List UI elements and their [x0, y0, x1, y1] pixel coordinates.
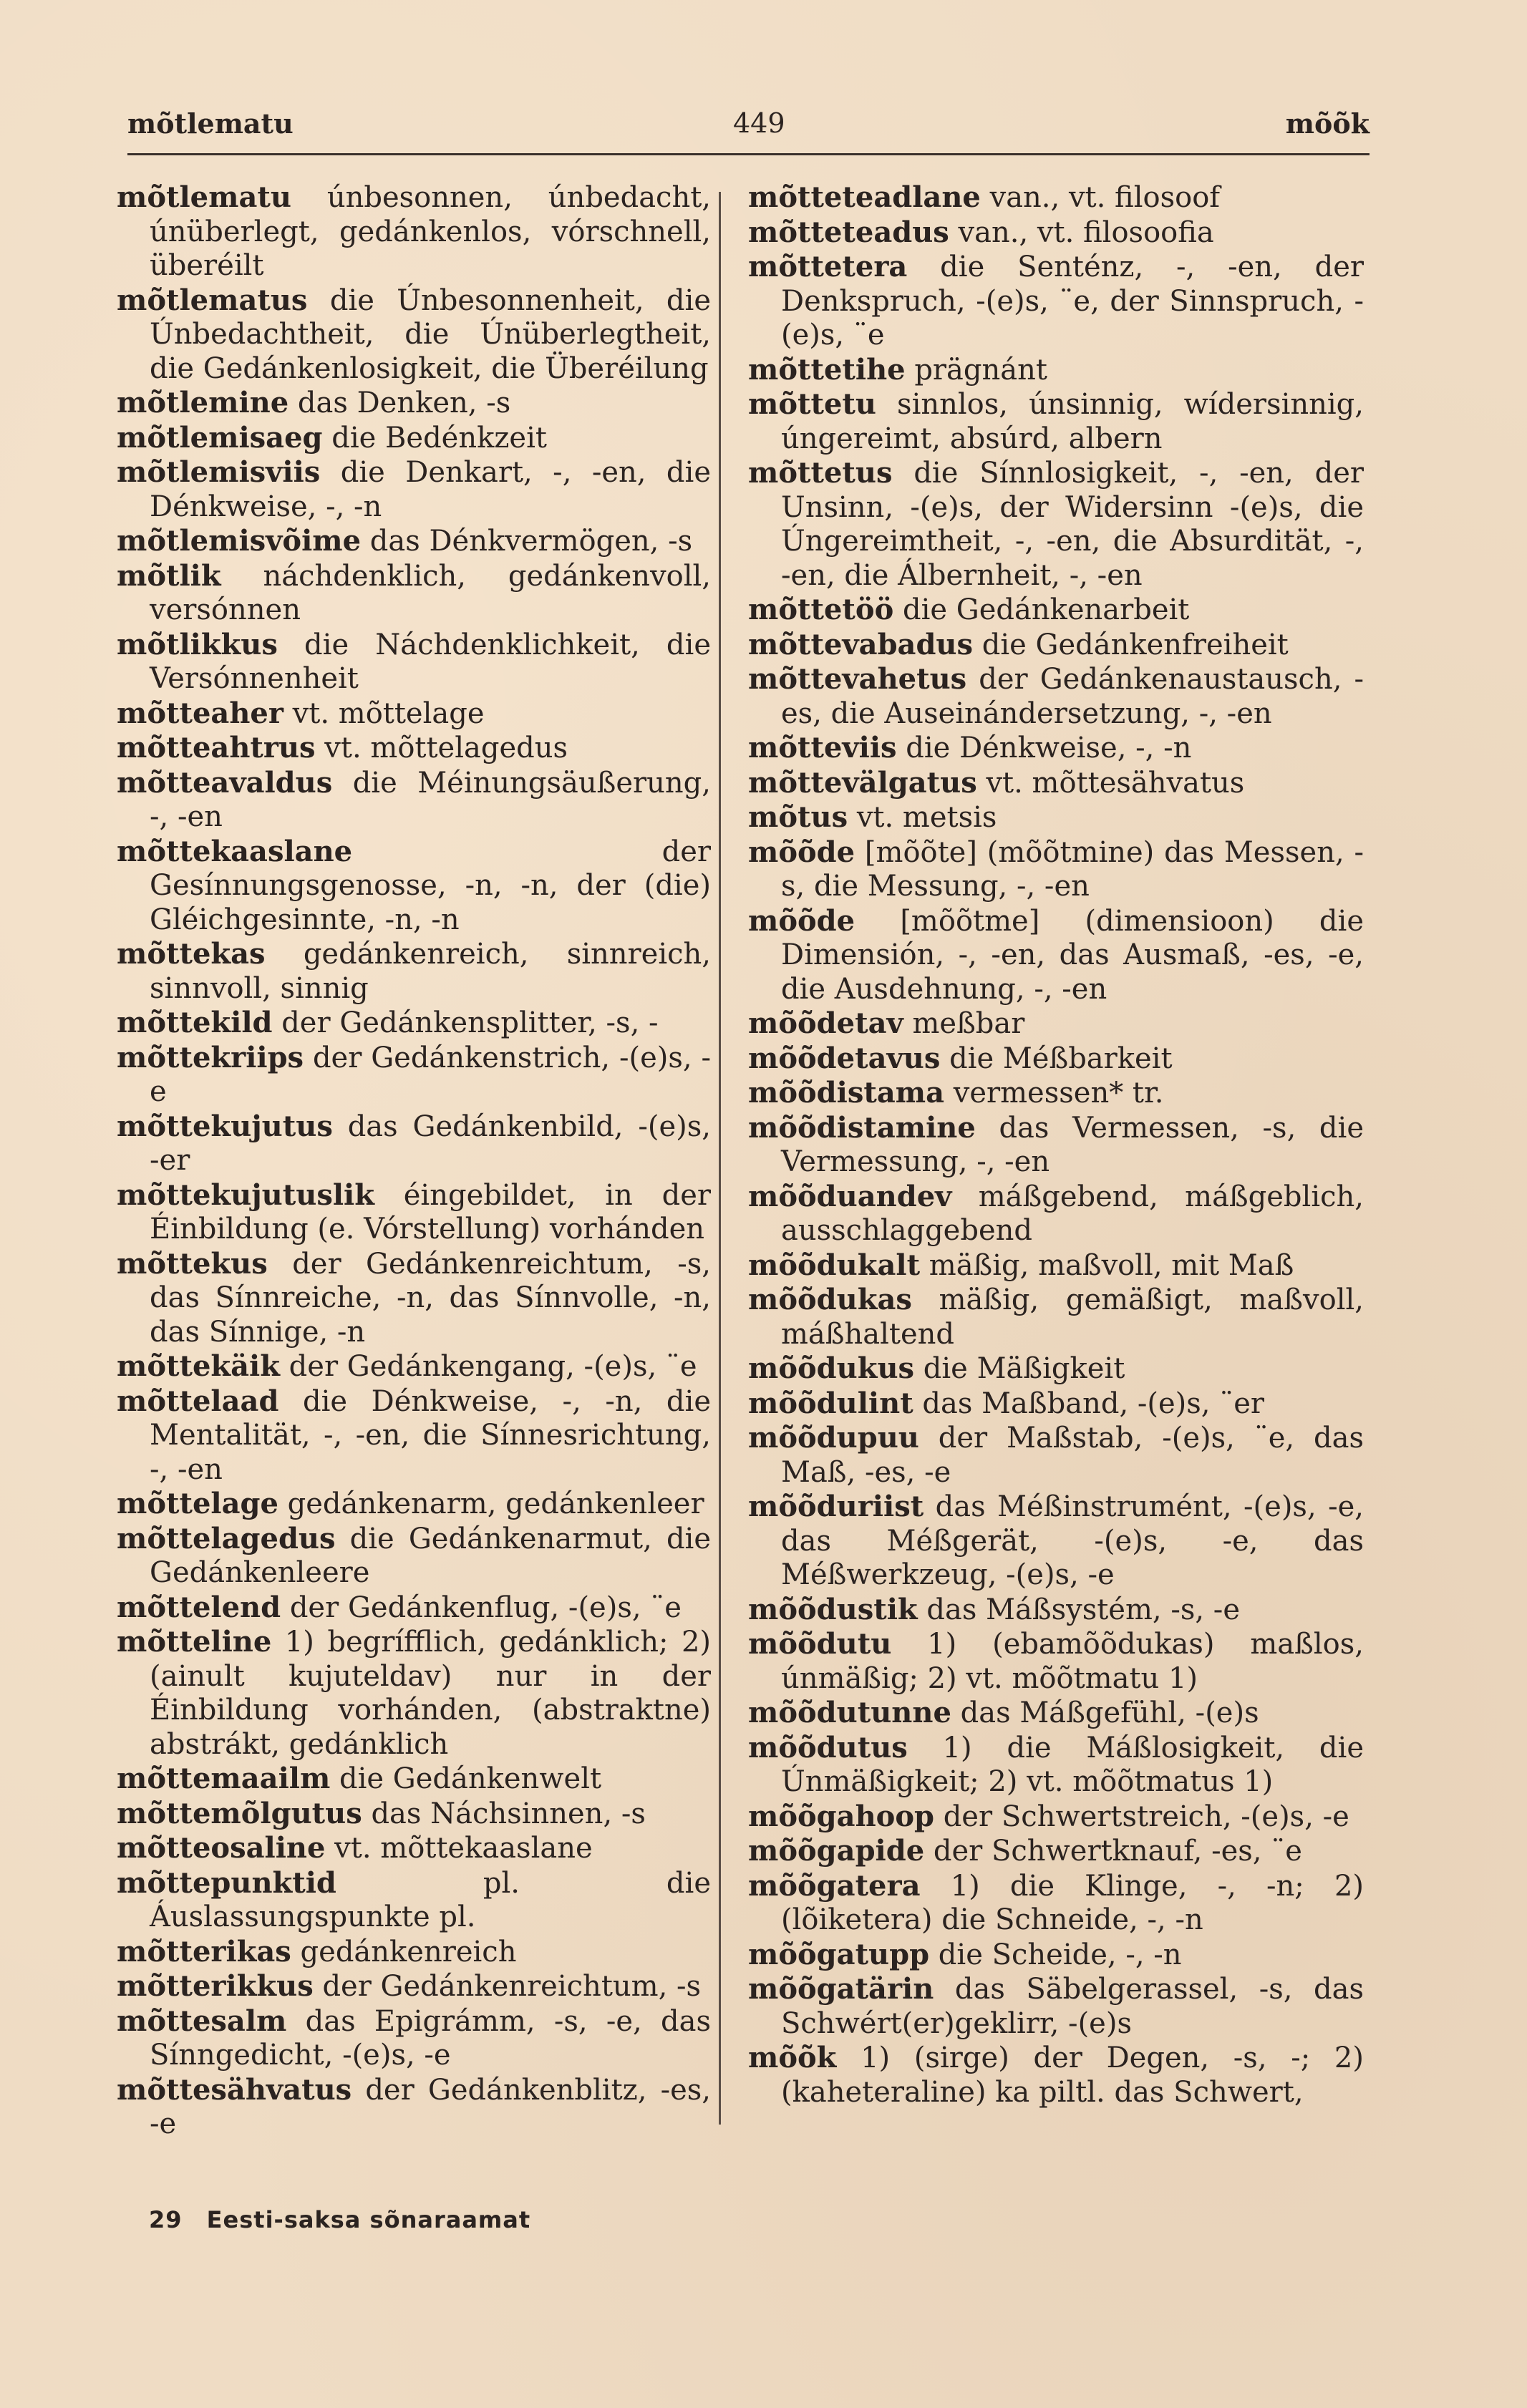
entry-definition: die Gedánkenwelt	[339, 1762, 602, 1795]
entry-definition: gedánkenarm, gedánkenleer	[287, 1487, 704, 1520]
entry-headword: mõtlikkus	[117, 627, 278, 661]
entry-definition: vt. metsis	[856, 801, 997, 834]
entry-headword: mõõdutunne	[748, 1696, 951, 1729]
entry-headword: mõõdetavus	[748, 1041, 941, 1075]
entry-definition: die Bedénkzeit	[331, 421, 547, 455]
dictionary-entry	[117, 696, 711, 732]
dictionary-entry	[117, 1969, 711, 2004]
dictionary-entry	[748, 1834, 1364, 1869]
entry-headword: mõõduriist	[748, 1490, 924, 1523]
entry-definition: das Dénkvermögen, -s	[369, 525, 693, 558]
dictionary-entry	[748, 1696, 1364, 1731]
dictionary-entry	[117, 283, 711, 387]
entry-headword: mõttetera	[748, 250, 908, 283]
entry-definition: die Gedánkenarbeit	[902, 593, 1190, 626]
entry-definition: das Vermessen, -s, die Vermessung, -, -en	[781, 1111, 1364, 1178]
dictionary-entry	[748, 1421, 1364, 1490]
entry-definition: 1) die Klinge, -, -n; 2) (lõiketera) die Schneide, -, -n	[781, 1869, 1364, 1936]
signature-title: Eesti-saksa sõnaraamat	[206, 2206, 531, 2233]
entry-definition: der Gedánkenreichtum, -s	[322, 1970, 702, 2003]
entry-definition: [mõõte] (mõõtmine) das Messen, -s, die Messung, -, -en	[781, 835, 1364, 903]
dictionary-entry	[748, 1111, 1364, 1180]
dictionary-entry	[748, 2041, 1364, 2110]
signature-number: 29	[149, 2206, 183, 2233]
entry-definition: prägnánt	[914, 353, 1047, 387]
entry-headword: mõttekild	[117, 1006, 273, 1039]
entry-definition: die Únbesonnenheit, die Únbedachtheit, die Únüberlegtheit, die Gedánkenlosigkeit, die Überéilung	[150, 283, 711, 385]
dictionary-entry	[748, 1731, 1364, 1800]
entry-headword: mõtlematus	[117, 283, 308, 317]
dictionary-entry	[748, 1042, 1364, 1077]
entry-headword: mõtteahtrus	[117, 731, 316, 764]
entry-headword: mõtlematu	[117, 180, 291, 214]
dictionary-entry	[748, 1006, 1364, 1042]
dictionary-entry	[117, 1247, 711, 1350]
dictionary-entry	[748, 593, 1364, 628]
entry-headword: mõttemaailm	[117, 1762, 331, 1795]
entry-headword: mõõgapide	[748, 1834, 925, 1868]
dictionary-entry	[748, 1800, 1364, 1835]
dictionary-entry	[117, 1591, 711, 1626]
entry-definition: das Náchsinnen, -s	[371, 1797, 646, 1830]
dictionary-entry	[117, 1935, 711, 1970]
dictionary-entry	[117, 1178, 711, 1247]
entry-definition: die Mäßigkeit	[923, 1352, 1125, 1385]
dictionary-entry	[117, 1349, 711, 1384]
entry-definition: 1) (ebamõõdukas) maßlos, únmäßig; 2) vt. mõõtmatu 1)	[781, 1628, 1364, 1695]
entry-headword: mõõdistamine	[748, 1110, 976, 1145]
dictionary-entry	[748, 1248, 1364, 1283]
entry-definition: der Gesínnungsgenosse, -n, -n, der (die) Gléichgesinnte, -n, -n	[150, 835, 711, 936]
dictionary-entry	[117, 1006, 711, 1041]
dictionary-entry	[117, 2004, 711, 2073]
entry-headword: mõõduandev	[748, 1179, 952, 1213]
entry-definition: sinnlos, únsinnig, wídersinnig, úngereimt, absúrd, albern	[781, 388, 1364, 455]
page-footer	[149, 2206, 530, 2233]
entry-definition: die Dénkweise, -, -n	[906, 732, 1192, 764]
entry-definition: die Méinungsäußerung, -, -en	[150, 766, 711, 833]
dictionary-entry	[117, 1522, 711, 1591]
entry-definition: mäßig, maßvoll, mit Maß	[929, 1248, 1294, 1282]
entry-definition: únbesonnen, únbedacht, únüberlegt, gedánkenlos, vórschnell, überéilt	[150, 181, 711, 282]
dictionary-entry	[748, 1627, 1364, 1696]
entry-headword: mõtteavaldus	[117, 765, 333, 800]
entry-definition: pl. die Áuslassungspunkte pl.	[150, 1866, 711, 1933]
dictionary-entry	[117, 180, 711, 283]
entry-headword: mõttelage	[117, 1487, 278, 1520]
entry-headword: mõtlemine	[117, 386, 289, 419]
entry-headword: mõõk	[748, 2041, 837, 2074]
entry-definition: gedánkenreich, sinnreich, sinnvoll, sinnig	[150, 938, 711, 1005]
entry-definition: der Schwertstreich, -(e)s, -e	[943, 1800, 1349, 1833]
entry-definition: das Säbelgerassel, -s, das Schwért(er)geklirr, -(e)s	[781, 1973, 1364, 2040]
dictionary-entry	[117, 1625, 711, 1762]
entry-headword: mõõdetav	[748, 1006, 903, 1040]
entry-definition: der Gedánkenreichtum, -s, das Sínnreiche, -n, das Sínnvolle, -n, das Sínnige, -n	[150, 1247, 712, 1349]
entry-definition: die Gedánkenfreiheit	[981, 628, 1289, 661]
dictionary-entry	[748, 628, 1364, 663]
page-header	[127, 107, 1370, 150]
entry-headword: mõttevahetus	[748, 662, 967, 696]
entry-definition: die Méßbarkeit	[949, 1042, 1173, 1075]
dictionary-entry	[748, 387, 1364, 456]
dictionary-entry	[748, 904, 1364, 1007]
entry-definition: gedánkenreich	[300, 1935, 517, 1968]
entry-definition: das Méßinstrumént, -(e)s, -e, das Méßgerät, -(e)s, -e, das Méßwerkzeug, -(e)s, -e	[781, 1490, 1364, 1591]
dictionary-entry	[117, 1041, 711, 1110]
entry-definition: vermessen* tr.	[953, 1077, 1164, 1110]
entry-headword: mõõdupuu	[748, 1421, 919, 1455]
right-column	[748, 180, 1364, 2110]
header-rule	[127, 153, 1370, 155]
entry-definition: der Gedánkenstrich, -(e)s, -e	[150, 1041, 712, 1108]
entry-definition: das Denken, -s	[297, 387, 511, 419]
entry-headword: mõõdistama	[748, 1076, 945, 1110]
entry-definition: éingebildet, in der Éinbildung (e. Vórstellung) vorhánden	[150, 1178, 711, 1246]
entry-headword: mõttesalm	[117, 2004, 287, 2038]
entry-headword: mõõdustik	[748, 1592, 918, 1626]
entry-headword: mõttemõlgutus	[117, 1796, 362, 1830]
entry-definition: die Sentén​z, -, -en, der Denkspruch, -(e)s, ¨e, der Sinnspruch, -(e)s, ¨e	[781, 251, 1364, 351]
entry-headword: mõtteaher	[117, 696, 283, 730]
dictionary-entry	[117, 1866, 711, 1935]
entry-headword: mõtlemisvõime	[117, 524, 362, 558]
dictionary-entry	[748, 1351, 1364, 1387]
entry-definition: der Gedánkensplitter, -s, -	[281, 1006, 659, 1039]
left-column	[117, 180, 711, 2142]
dictionary-entry	[748, 1938, 1364, 1973]
dictionary-entry	[117, 1384, 711, 1487]
dictionary-entry	[117, 1110, 711, 1178]
entry-headword: mõtterikas	[117, 1934, 291, 1968]
entry-definition: die Dénkweise, -, -n, die Mentalität, -, -en, die Sínnesrichtung, -, -en	[150, 1384, 711, 1486]
entry-definition: 1) (sirge) der Degen, -s, -; 2) (kaheteraline) ka piltl. das Schwert,	[781, 2042, 1364, 2109]
dictionary-entry	[748, 766, 1364, 801]
entry-definition: der Maßstab, -(e)s, ¨e, das Maß, -es, -e	[781, 1422, 1364, 1489]
entry-definition: van., vt. filosoof	[989, 181, 1221, 214]
entry-headword: mõttekujutuslik	[117, 1178, 374, 1212]
entry-headword: mõõgatera	[748, 1868, 921, 1903]
entry-headword: mõttelagedus	[117, 1521, 336, 1555]
entry-definition: die Gedánkenarmut, die Gedánkenleere	[150, 1522, 712, 1589]
entry-headword: mõtteosaline	[117, 1831, 326, 1865]
dictionary-entry	[117, 1762, 711, 1797]
dictionary-entry	[117, 1487, 711, 1522]
entry-headword: mõõdulint	[748, 1386, 913, 1420]
entry-headword: mõõdukas	[748, 1283, 912, 1316]
entry-definition: der Gedánkengang, -(e)s, ¨e	[289, 1350, 697, 1383]
entry-definition: meßbar	[912, 1007, 1025, 1040]
entry-definition: máßgebend, máßgeblich, ausschlaggebend	[781, 1180, 1364, 1247]
entry-headword: mõtlik	[117, 558, 221, 593]
entry-headword: mõttekriips	[117, 1040, 304, 1074]
entry-headword: mõttekas	[117, 937, 266, 971]
entry-definition: der Gedánkenflug, -(e)s, ¨e	[289, 1591, 682, 1624]
entry-headword: mõõdutu	[748, 1627, 892, 1661]
entry-headword: mõõgatärin	[748, 1972, 934, 2006]
entry-definition: vt. mõttelage	[292, 696, 485, 730]
entry-definition: das Máßsystém, -s, -e	[926, 1593, 1240, 1626]
dictionary-entry	[117, 1797, 711, 1832]
entry-definition: mäßig, gemäßigt, maßvoll, máßhaltend	[781, 1283, 1364, 1351]
entry-headword: mõttekäik	[117, 1349, 280, 1383]
entry-definition: die Scheide, -, -n	[938, 1938, 1182, 1971]
entry-headword: mõtlemisviis	[117, 455, 321, 489]
dictionary-entry	[117, 524, 711, 559]
entry-headword: mõtteline	[117, 1625, 272, 1659]
dictionary-entry	[748, 662, 1364, 731]
dictionary-entry	[748, 1180, 1364, 1248]
dictionary-entry	[117, 1831, 711, 1866]
entry-headword: mõttetöö	[748, 593, 894, 626]
entry-headword: mõõgahoop	[748, 1799, 934, 1833]
entry-definition: 1) die Máßlosigkeit, die Únmäßigkeit; 2) vt. mõõtmatus 1)	[781, 1731, 1364, 1798]
entry-definition: die Sínnlosigkeit, -, -en, der Unsinn, -(e)s, der Widersinn -(e)s, die Úngereimtheit, -, -en, die Absurdität, -, -en, die Álbernheit, -, -en	[781, 457, 1364, 592]
dictionary-entry	[748, 353, 1364, 388]
entry-definition: das Gedánkenbild, -(e)s, -er	[150, 1110, 712, 1177]
entry-headword: mõõdukus	[748, 1351, 915, 1385]
entry-definition: 1) begrífflich, gedánklich; 2) (ainult kujuteldav) nur in der Éinbildung vorhánden, (abstraktne) abstrákt, gedánklich	[150, 1626, 711, 1761]
entry-headword: mõttesähvatus	[117, 2072, 352, 2107]
entry-headword: mõtterikkus	[117, 1969, 314, 2003]
dictionary-entry	[748, 835, 1364, 904]
entry-headword: mõttetu	[748, 387, 876, 421]
dictionary-entry	[748, 1869, 1364, 1938]
page-number: 449	[733, 107, 785, 139]
dictionary-entry	[117, 628, 711, 696]
entry-headword: mõttekaaslane	[117, 834, 353, 868]
entry-headword: mõttekujutus	[117, 1109, 333, 1143]
entry-definition: der Schwertknauf, -es, ¨e	[933, 1835, 1302, 1868]
header-right-guide-word: mõõk	[1285, 107, 1370, 140]
entry-definition: vt. mõttesähvatus	[986, 766, 1245, 800]
dictionary-entry	[117, 835, 711, 938]
dictionary-entry	[117, 937, 711, 1006]
entry-definition: das Maßband, -(e)s, ¨er	[922, 1387, 1265, 1420]
entry-definition: die Denkart, -, -en, die Dénkweise, -, -n	[150, 456, 711, 523]
dictionary-entry	[748, 456, 1364, 593]
dictionary-entry	[748, 215, 1364, 251]
entry-headword: mõttekus	[117, 1246, 268, 1281]
dictionary-entry	[748, 180, 1364, 215]
dictionary-entry	[748, 731, 1364, 766]
dictionary-entry	[117, 2073, 711, 2142]
dictionary-entry	[117, 559, 711, 628]
entry-definition: der Gedánkenaustausch, -es, die Auseinándersetzung, -, -en	[781, 663, 1364, 730]
entry-headword: mõttepunktid	[117, 1865, 336, 1900]
header-left-guide-word: mõtlematu	[127, 107, 294, 140]
entry-definition: vt. mõttelagedus	[324, 732, 568, 764]
entry-definition: [mõõtme] (dimensioon) die Dimensión, -, -en, das Ausmaß, -es, -e, die Ausdehnung, -, -en	[781, 904, 1364, 1006]
entry-headword: mõtus	[748, 800, 848, 834]
entry-headword: mõõdukalt	[748, 1248, 921, 1282]
entry-headword: mõõde	[748, 835, 855, 869]
entry-headword: mõõgatupp	[748, 1937, 930, 1971]
entry-headword: mõttetus	[748, 456, 893, 490]
entry-headword: mõttetihe	[748, 352, 906, 387]
entry-headword: mõttevabadus	[748, 627, 974, 661]
entry-definition: die Náchdenklichkeit, die Versónnenheit	[150, 628, 711, 695]
entry-headword: mõttelaad	[117, 1384, 279, 1418]
dictionary-entry	[117, 386, 711, 421]
entry-headword: mõttelend	[117, 1590, 281, 1624]
dictionary-entry	[748, 1490, 1364, 1593]
entry-headword: mõõde	[748, 903, 855, 938]
dictionary-entry	[748, 1387, 1364, 1422]
dictionary-entry	[117, 731, 711, 766]
entry-headword: mõõdutus	[748, 1730, 908, 1764]
entry-definition: van., vt. filosoofia	[958, 215, 1214, 249]
dictionary-entry	[748, 1076, 1364, 1111]
dictionary-entry	[117, 766, 711, 835]
entry-headword: mõtlemisaeg	[117, 420, 323, 455]
entry-definition: der Gedánkenblitz, -es, -e	[150, 2073, 712, 2140]
dictionary-entry	[117, 455, 711, 524]
dictionary-entry	[748, 1972, 1364, 2041]
entry-headword: mõtteteadus	[748, 215, 949, 249]
entry-definition: vt. mõttekaaslane	[334, 1832, 593, 1865]
entry-definition: das Epigrámm, -s, -e, das Sínngedicht, -(e)s, -e	[150, 2004, 711, 2072]
column-divider	[719, 192, 721, 2125]
dictionary-entry	[748, 1593, 1364, 1628]
entry-definition: náchdenklich, gedánkenvoll, versónnen	[150, 559, 711, 626]
dictionary-entry	[748, 800, 1364, 835]
dictionary-entry	[117, 421, 711, 456]
dictionary-entry	[748, 250, 1364, 353]
entry-headword: mõtteteadlane	[748, 180, 981, 214]
entry-headword: mõttevälgatus	[748, 765, 977, 800]
entry-definition: das Máßgefühl, -(e)s	[960, 1696, 1259, 1729]
dictionary-entry	[748, 1283, 1364, 1351]
entry-headword: mõtteviis	[748, 731, 897, 764]
